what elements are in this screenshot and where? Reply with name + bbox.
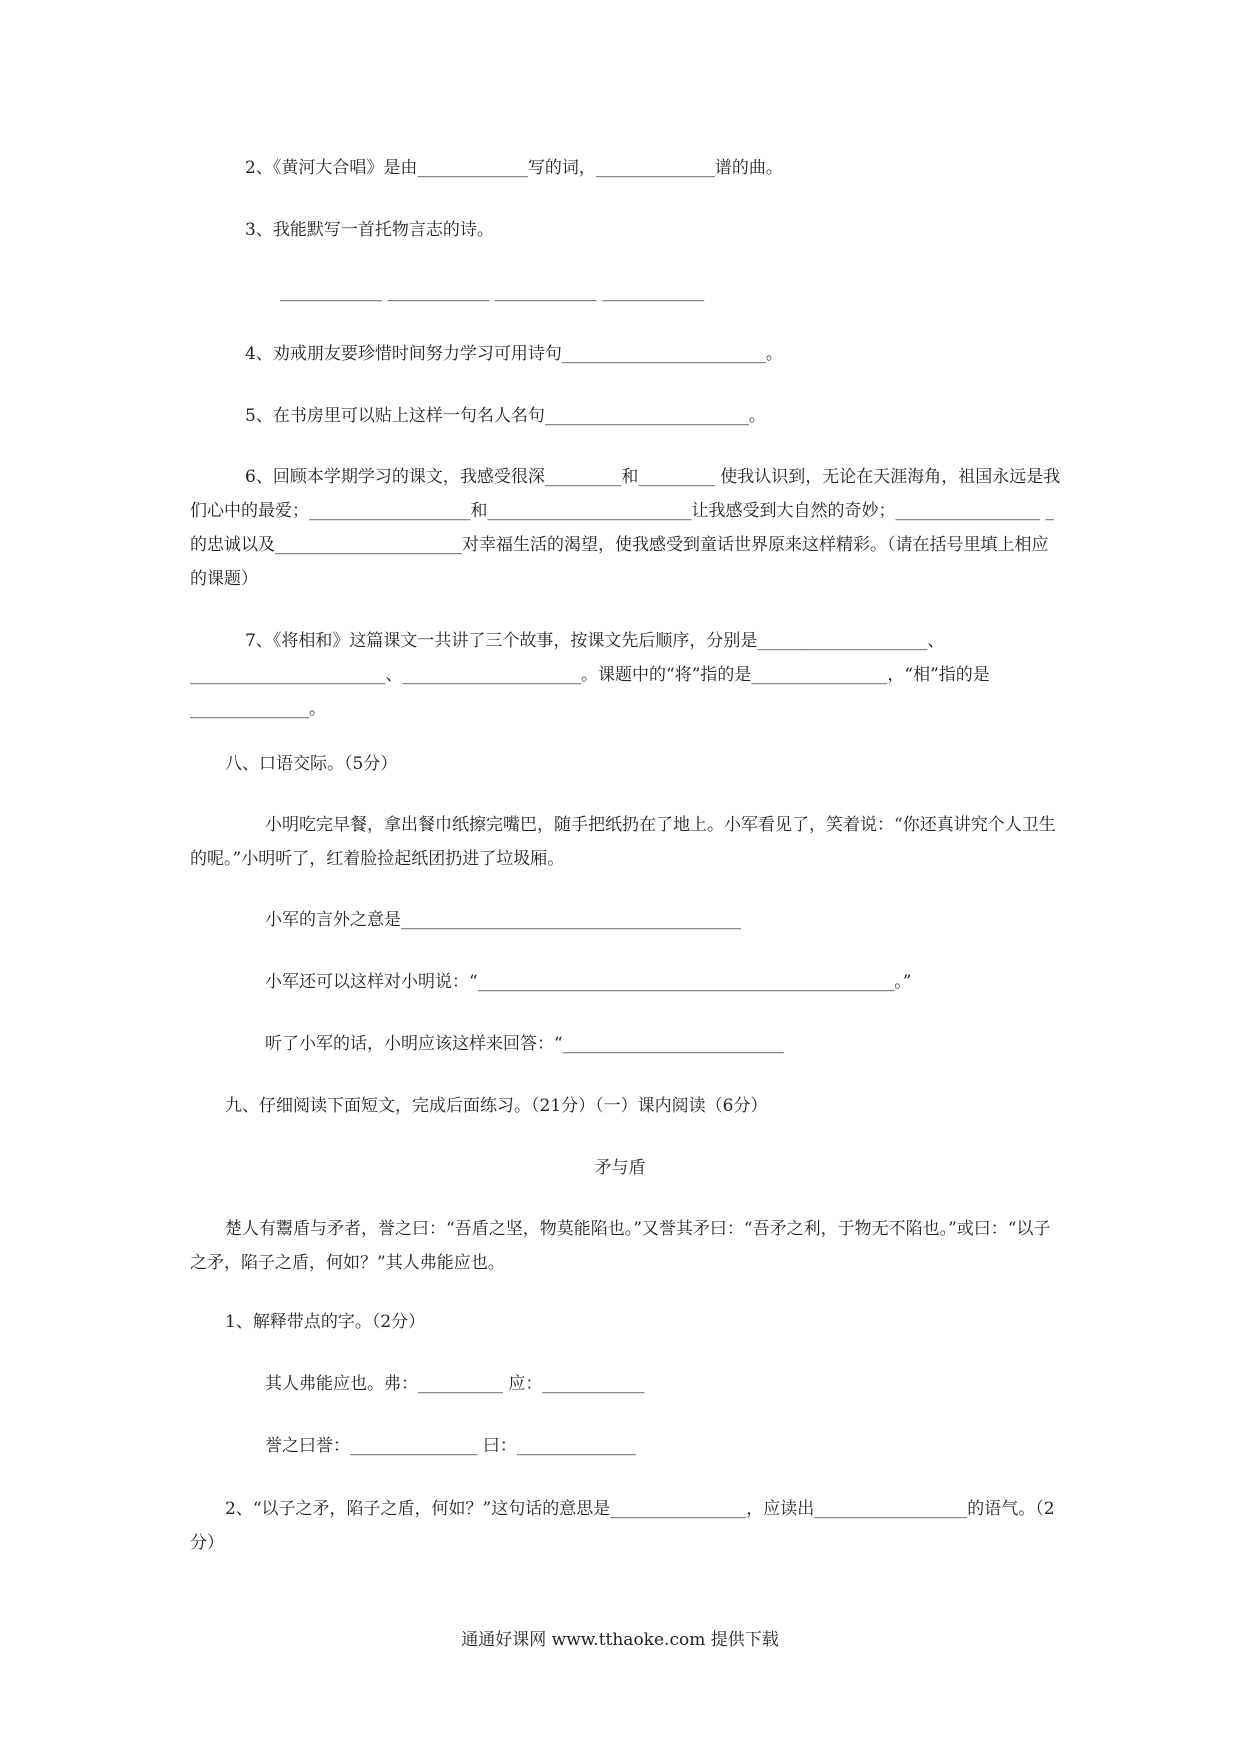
question-8c: 听了小军的话，小明应该这样来回答：“__________________________ <box>265 1034 784 1054</box>
question-8a: 小军的言外之意是________________________________________ <box>265 910 741 930</box>
section-8-heading: 八、口语交际。（5分） <box>225 754 398 774</box>
question-8b: 小军还可以这样对小明说：“_________________________________________________。” <box>265 972 912 992</box>
question-9-1a: 其人弗能应也。弗：__________ 应：____________ <box>265 1374 645 1394</box>
question-3-blanks: ____________ ____________ ____________ ____________ <box>280 282 705 302</box>
question-9-1b: 誉之曰誉：_______________ 曰：______________ <box>265 1436 636 1456</box>
question-5: 5、在书房里可以贴上这样一句名人名句________________________。 <box>245 406 766 426</box>
section-9-passage: 楚人有鬻盾与矛者，誉之曰：“吾盾之坚，物莫能陷也。”又誉其矛曰：“吾矛之利，于物无不陷也。”或曰：“以子之矛，陷子之盾，何如？”其人弗能应也。 <box>190 1219 1051 1273</box>
section-9-heading: 九、仔细阅读下面短文，完成后面练习。（21分）（一）课内阅读（6分） <box>225 1096 768 1116</box>
page-footer: 通通好课网 www.tthaoke.com 提供下载 <box>461 1630 779 1650</box>
question-6: 6、回顾本学期学习的课文，我感受很深_________和_________ 使我认识到，无论在天涯海角，祖国永远是我们心中的最爱；___________________和________________________让我感受到大自然的奇妙；_________________ _的忠诚以及______________________对幸福生活的渴望，使我感受到童话世界原来这样精彩。（请在括号里填上相应的课题） <box>190 467 1061 589</box>
question-9-2: 2、“以子之矛，陷子之盾，何如？”这句话的意思是________________，应读出__________________的语气。（2分） <box>190 1499 1055 1553</box>
question-9-1: 1、解释带点的字。（2分） <box>225 1312 426 1332</box>
passage-title: 矛与盾 <box>594 1158 646 1178</box>
question-2: 2、《黄河大合唱》是由_____________写的词，______________谱的曲。 <box>245 158 783 178</box>
section-8-passage: 小明吃完早餐，拿出餐巾纸擦完嘴巴，随手把纸扔在了地上。小军看见了，笑着说：“你还真讲究个人卫生的呢。”小明听了，红着脸捡起纸团扔进了垃圾厢。 <box>190 815 1056 869</box>
question-4: 4、劝戒朋友要珍惜时间努力学习可用诗句________________________。 <box>245 344 783 364</box>
question-3: 3、我能默写一首托物言志的诗。 <box>245 220 494 240</box>
question-7: 7、《将相和》这篇课文一共讲了三个故事，按课文先后顺序，分别是____________________、_______________________、_____________________。课题中的“将”指的是________________，“相”指的是______________。 <box>190 631 990 719</box>
